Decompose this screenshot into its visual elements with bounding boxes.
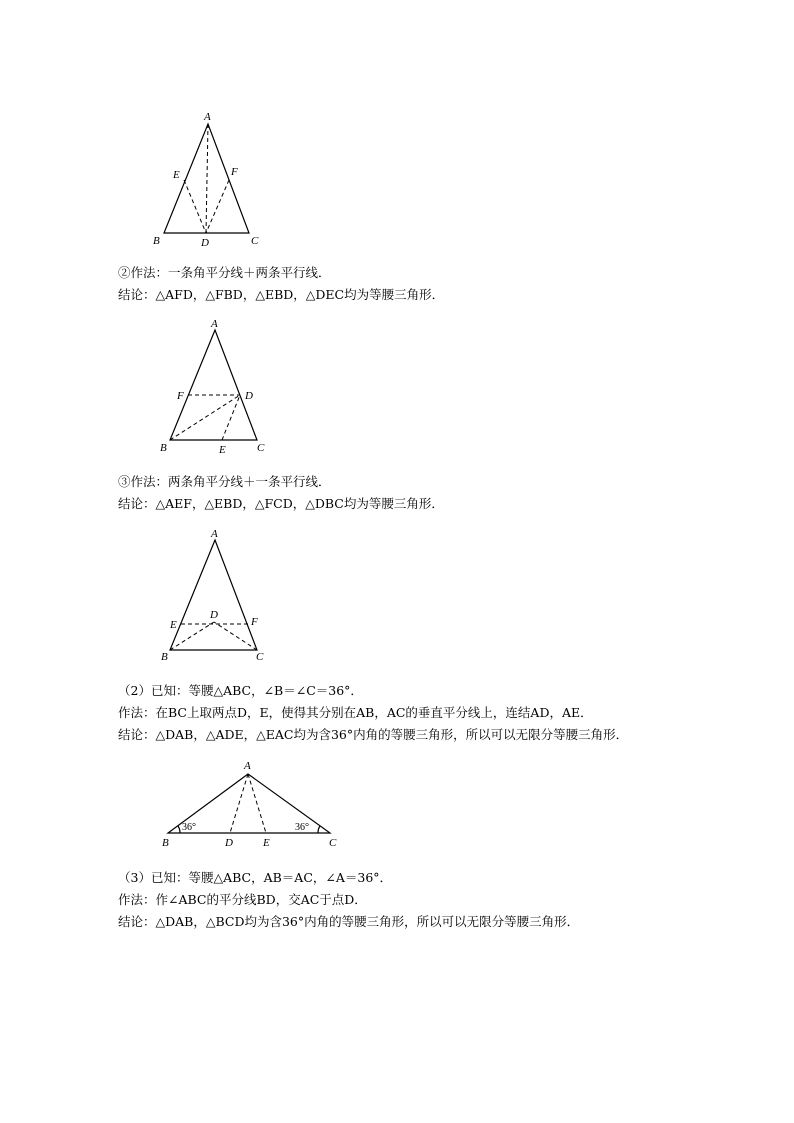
part-3-method: 作法：作∠ABC的平分线BD，交AC于点D． xyxy=(118,892,367,907)
label-a: A xyxy=(244,760,251,772)
segment-ad xyxy=(206,124,208,233)
label-d: D xyxy=(225,837,233,849)
triangle-abc xyxy=(170,540,257,650)
label-b: B xyxy=(160,442,167,454)
method-2-text: ②作法：一条角平分线＋两条平行线． xyxy=(118,265,331,280)
triangle-abc xyxy=(170,330,257,440)
label-a: A xyxy=(204,111,211,123)
part-3-given: （3）已知：等腰△ABC，AB＝AC，∠A＝36°． xyxy=(118,870,393,885)
label-e: E xyxy=(263,837,270,849)
method-2-conclusion: 结论：△AFD，△FBD，△EBD，△DEC均为等腰三角形． xyxy=(118,287,445,302)
segment-ae xyxy=(248,774,266,833)
part-3-conclusion: 结论：△DAB，△BCD均为含36°内角的等腰三角形，所以可以无限分等腰三角形． xyxy=(118,914,580,929)
label-e: E xyxy=(219,444,226,456)
label-c: C xyxy=(256,651,264,663)
segment-ed xyxy=(184,180,206,233)
part-2-conclusion: 结论：△DAB，△ADE，△EAC均为含36°内角的等腰三角形，所以可以无限分等腰三角形． xyxy=(118,727,629,742)
label-a: A xyxy=(211,528,218,540)
angle-arc-b xyxy=(178,826,180,833)
label-f: F xyxy=(231,166,238,178)
method-3-text: ③作法：两条角平分线＋一条平行线． xyxy=(118,474,331,489)
method-3-conclusion: 结论：△AEF，△EBD，△FCD，△DBC均为等腰三角形． xyxy=(118,496,444,511)
label-c: C xyxy=(251,235,259,247)
angle-label-c: 36° xyxy=(295,822,309,833)
label-b: B xyxy=(153,235,160,247)
label-c: C xyxy=(329,837,337,849)
figure-4-triangle xyxy=(158,752,348,854)
part-2-method: 作法：在BC上取两点D，E，使得其分别在AB，AC的垂直平分线上，连结AD，AE． xyxy=(118,705,593,720)
segment-ad xyxy=(230,774,248,833)
figure-1-triangle xyxy=(150,108,270,250)
label-d: D xyxy=(201,237,209,249)
label-b: B xyxy=(162,837,169,849)
label-d: D xyxy=(210,609,218,621)
figure-2-triangle xyxy=(155,315,275,460)
segment-fd xyxy=(206,180,229,233)
label-b: B xyxy=(161,651,168,663)
label-e: E xyxy=(173,169,180,181)
label-f: F xyxy=(251,616,258,628)
angle-label-b: 36° xyxy=(182,822,196,833)
segment-ed xyxy=(222,395,240,440)
label-c: C xyxy=(257,442,265,454)
part-2-given: （2）已知：等腰△ABC，∠B＝∠C＝36°． xyxy=(118,683,363,698)
angle-arc-c xyxy=(318,826,320,833)
label-e: E xyxy=(170,619,177,631)
label-d: D xyxy=(245,390,253,402)
figure-3-triangle xyxy=(155,524,275,664)
label-a: A xyxy=(211,318,218,330)
label-f: F xyxy=(177,390,184,402)
